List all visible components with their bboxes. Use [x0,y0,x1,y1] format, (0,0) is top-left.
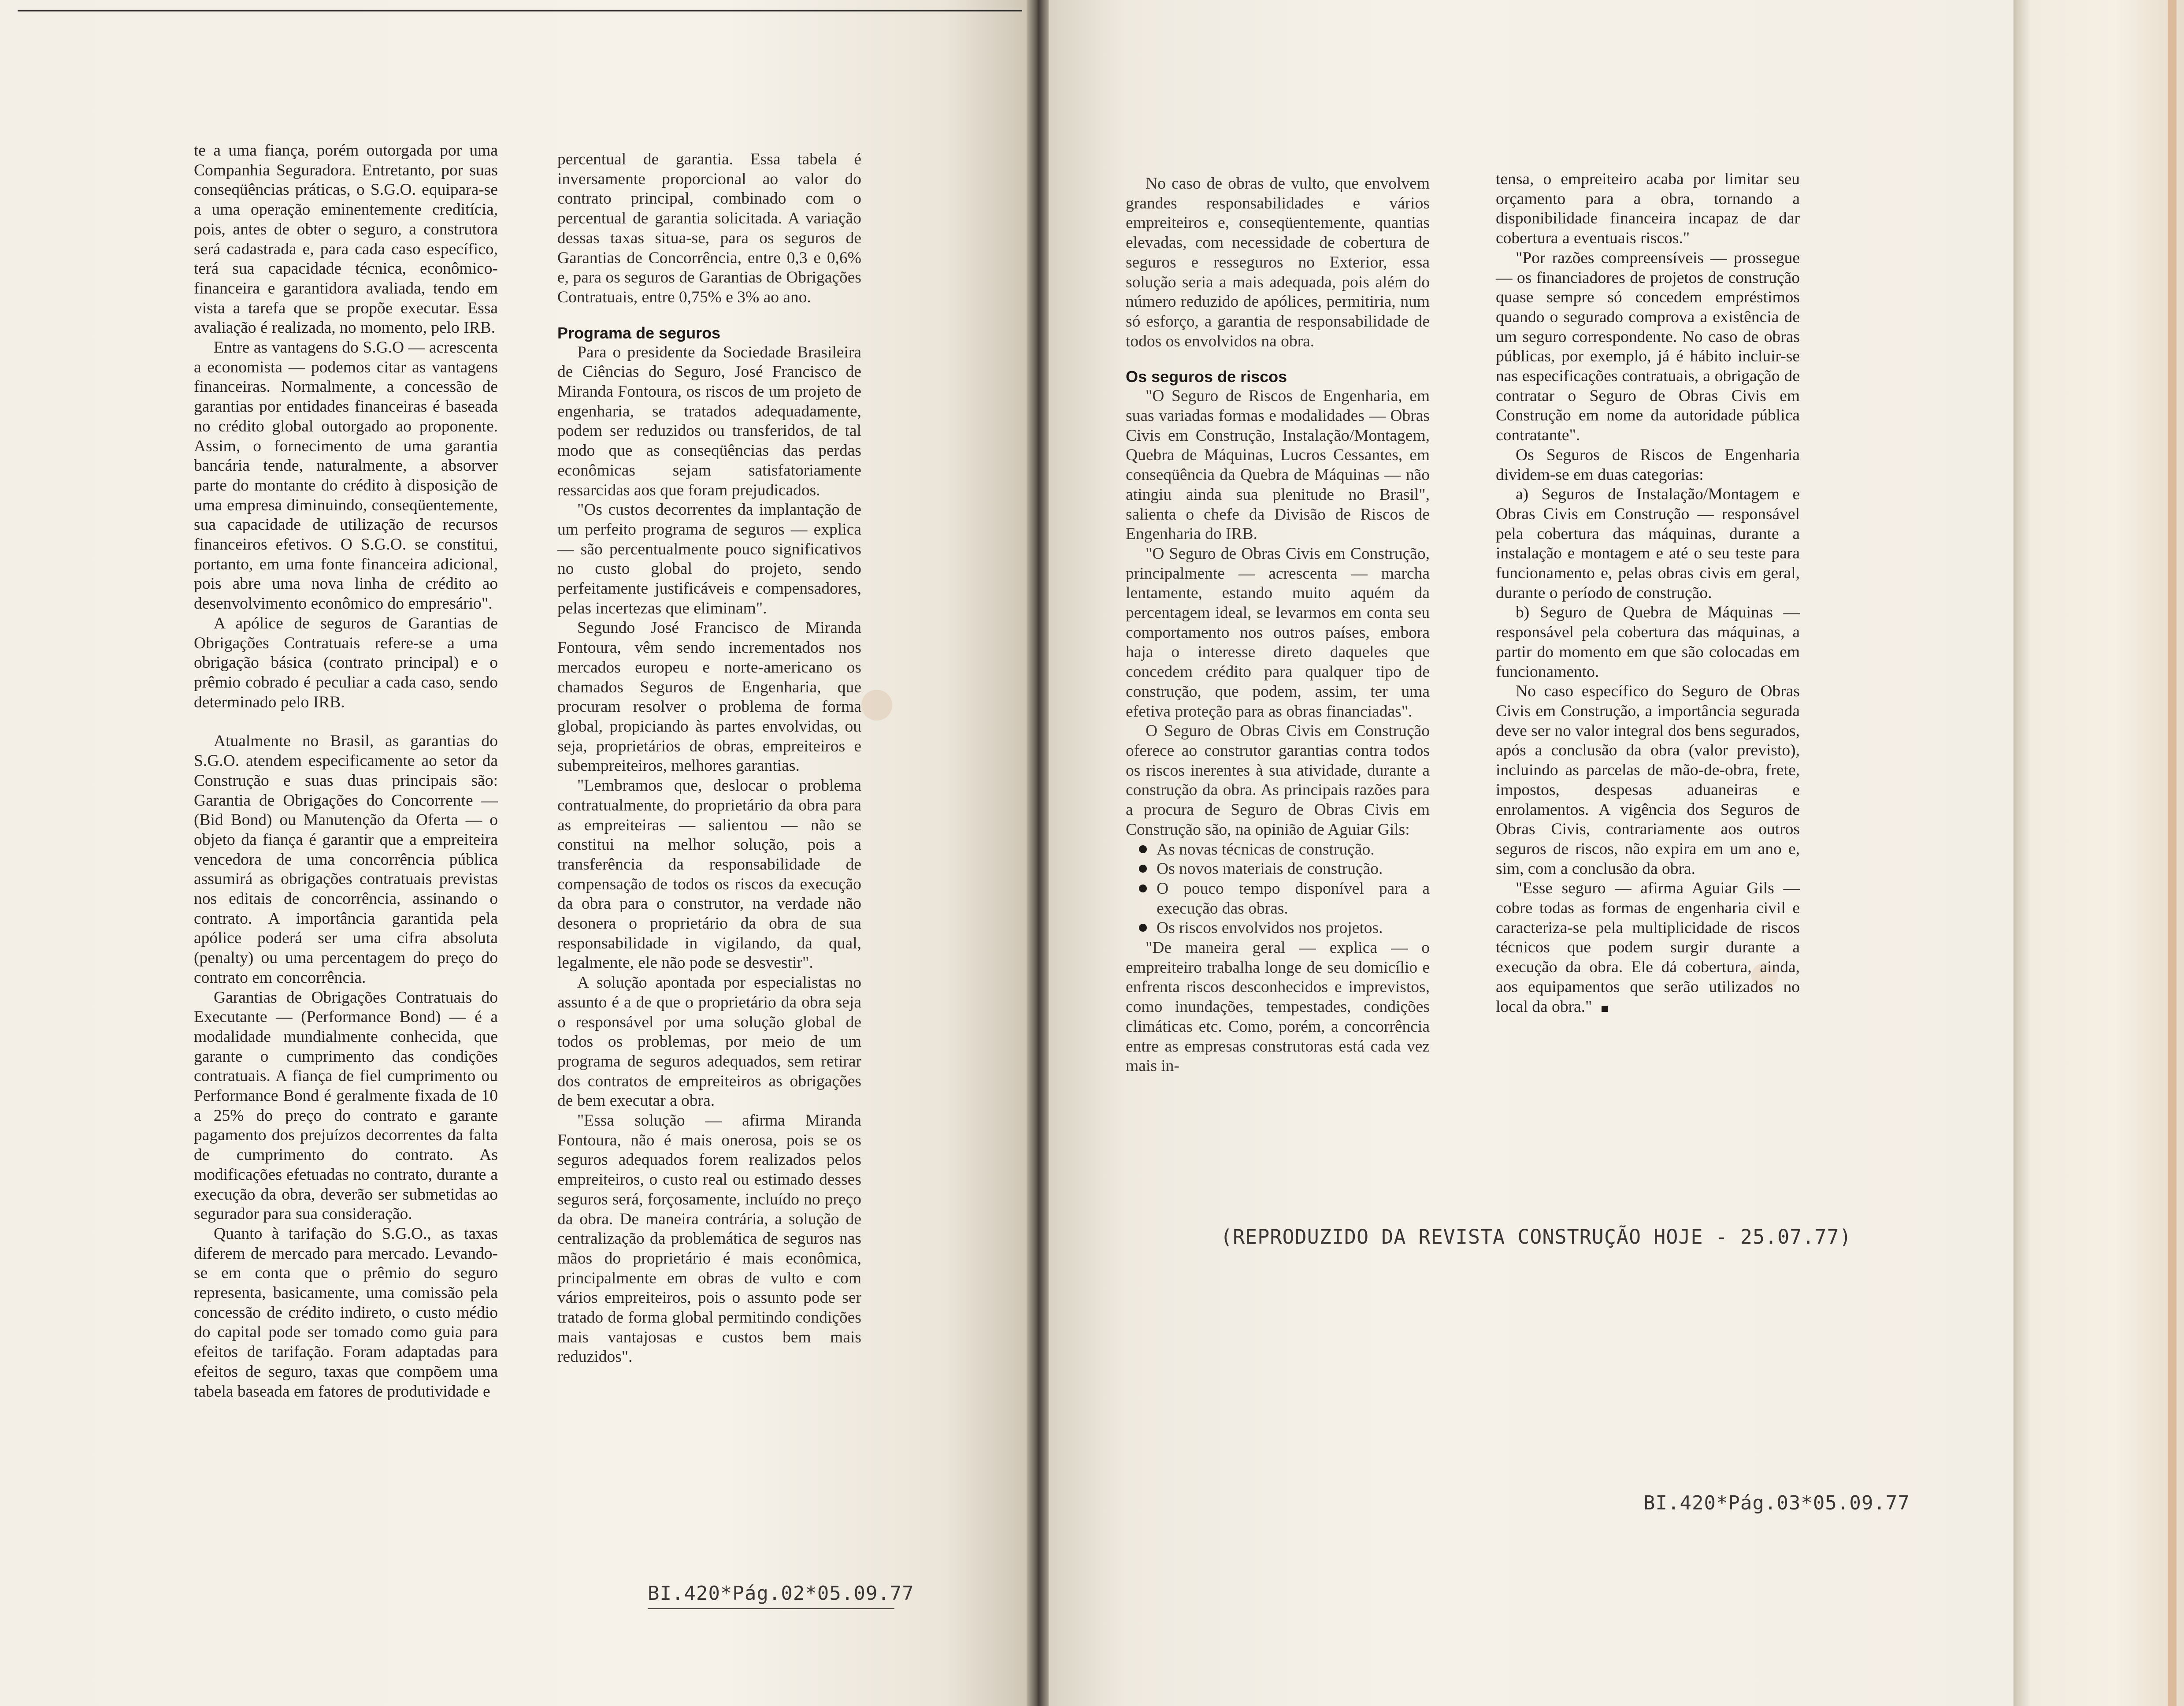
page-edge [2013,0,2184,1706]
paragraph: b) Seguro de Quebra de Máquinas — responsável pela cobertura das máquinas, a partir do momento em que são colocadas em funcionamento. [1496,603,1800,681]
footer-underline [648,1608,894,1609]
paragraph: A solução apontada por especialistas no assunto é a de que o proprietário da obra seja o responsável por uma solução global de todos os problemas, por meio de um programa de seguros adequados, sem retirar dos contratos de empreiteiros as obrigações de bem executar a obra. [557,974,861,1110]
bullet-icon [1139,885,1147,892]
paragraph: Para o presidente da Sociedade Brasileira de Ciências do Seguro, José Francisco de Miranda Fontoura, os riscos de um projeto de engenharia, se tratados adequadamente, podem ser reduzidos ou transferidos, de tal modo que as conseqüências das perdas econômicas sejam satisfatoriamente ressarcidas aos que foram prejudicados. [557,343,861,499]
list-item [1126,859,1430,879]
book-gutter [1027,0,1049,1706]
paragraph: "Lembramos que, deslocar o problema contratualmente, do proprietário da obra para as empreiteiras — salientou — não se constitui na melhor solução, pois a transferência da responsabilidade de compensação de todos os riscos da execução da obra para o construtor, na verdade não desonera o proprietário da obra de sua responsabilidade in vigilando, da qual, legalmente, ele não pode se desvestir". [557,777,861,972]
paragraph: No caso de obras de vulto, que envolvem grandes responsabilidades e vários empreiteiros e, conseqüentemente, quantias elevadas, com necessidade de cobertura de seguros e resseguros no Exterior, essa solução seria a mais adequada, pois além do número reduzido de apólices, permitiria, num só esforço, a garantia de responsabilidade de todos os envolvidos na obra. [1126,175,1430,350]
end-of-article-icon [1602,1006,1608,1012]
page-footer-right: BI.420*Pág.03*05.09.77 [1643,1492,1910,1514]
list-item [1126,879,1430,918]
article-column-4 [1496,170,1800,1017]
paper-stain [861,690,892,721]
paragraph: "Essa solução — afirma Miranda Fontoura, não é mais onerosa, pois se os seguros adequados forem realizados pelos empreiteiros, o custo real ou estimado desses seguros será, forçosamente, incluído no preço da obra. De maneira contrária, a solução de centralização da problemática de seguros nas mãos do proprietário é mais econômica, principalmente em obras de vulto e com vários empreiteiros, pois o assunto pode ser tratado de forma global permitindo condições mais vantajosas e custos bem mais reduzidos". [557,1111,861,1366]
top-rule [18,10,1022,11]
paragraph: No caso específico do Seguro de Obras Civis em Construção, a importância segurada deve ser no valor integral dos bens segurados, após a conclusão da obra (valor previsto), incluindo as parcelas de mão-de-obra, frete, impostos, despesas aduaneiras e enrolamentos. A vigência dos Seguros de Obras Civis, contrariamente aos outros seguros de riscos, não expira em um ano e, sim, com a conclusão da obra. [1496,682,1800,878]
paragraph: a) Seguros de Instalação/Montagem e Obras Civis em Construção — responsável pela cobertura das máquinas, durante a instalação e montagem e até o seu teste para funcionamento e, pelas obras civis em geral, durante o período de construção. [1496,485,1800,602]
list-item-text: O pouco tempo disponível para a execução das obras. [1157,879,1430,918]
page-footer-left: BI.420*Pág.02*05.09.77 [648,1582,914,1605]
paragraph: A apólice de seguros de Garantias de Obrigações Contratuais refere-se a uma obrigação básica (contrato principal) e o prêmio cobrado é peculiar a cada caso, sendo determinado pelo IRB. [194,614,498,711]
edge-stripe [2168,0,2177,1706]
paragraph: Entre as vantagens do S.G.O — acrescenta a economista — podemos citar as vantagens financeiras. Normalmente, a concessão de garantias por entidades financeiras é baseada no crédito global outorgado ao proponente. Assim, o fornecimento de uma garantia bancária tende, naturalmente, a absorver parte do montante do crédito à disposição de uma empresa diminuindo, conseqüentemente, sua capacidade de utilização de recursos financeiros efetivos. O S.G.O. se constitui, portanto, em uma fonte financeira adicional, pois abre uma nova linha de crédito ao desenvolvimento econômico do empresário". [194,338,498,613]
article-column-2 [557,150,861,1367]
bullet-list [1126,840,1430,939]
paragraph: O Seguro de Obras Civis em Construção oferece ao construtor garantias contra todos os riscos inerentes à sua atividade, durante a construção da obra. As principais razões para a procura de Seguro de Obras Civis em Construção são, na opinião de Aguiar Gils: [1126,722,1430,839]
paragraph-last [1496,879,1800,1017]
paragraph: Segundo José Francisco de Miranda Fontoura, vêm sendo incrementados nos mercados europeu e norte-americano os chamados Seguros de Engenharia, que procuram resolver o problema de forma global, propiciando às partes envolvidas, ou seja, proprietários de obras, empreiteiros e subempreiteiros, melhores garantias. [557,619,861,775]
paragraph: "Por razões compreensíveis — prossegue — os financiadores de projetos de construção quase sempre só concedem empréstimos quando o segurado comprova a existência de um seguro correspondente. No caso de obras públicas, por exemplo, já é hábito incluir-se nas especificações contratuais, a obrigação de contratar o Seguro de Obras Civis em Construção em nome da autoridade pública contratante". [1496,249,1800,445]
paragraph: "De maneira geral — explica — o empreiteiro trabalha longe de seu domicílio e enfrenta riscos desconhecidos e imprevistos, como inundações, tempestades, condições climáticas etc. Como, porém, a concorrência entre as empresas construtoras está cada vez mais in- [1126,939,1430,1075]
paragraph: te a uma fiança, porém outorgada por uma Companhia Seguradora. Entretanto, por suas conseqüências práticas, o S.G.O. equipara-se a uma operação eminentemente creditícia, pois, antes de obter o seguro, a construtora será cadastrada e, para cada caso específico, terá sua capacidade técnica, econômico-financeira e garantidora avaliada, tendo em vista a tarefa que se propõe executar. Essa avaliação é realizada, no momento, pelo IRB. [194,141,498,337]
list-item-text: Os novos materiais de construção. [1157,860,1383,878]
list-item-text: As novas técnicas de construção. [1157,840,1375,859]
paragraph: tensa, o empreiteiro acaba por limitar seu orçamento para a obra, tornando a disponibilidade financeira incapaz de dar cobertura a eventuais riscos." [1496,170,1800,248]
paragraph: Garantias de Obrigações Contratuais do Executante — (Performance Bond) — é a modalidade mundialmente conhecida, que garante o cumprimento das condições contratuais. A fiança de fiel cumprimento ou Performance Bond é geralmente fixada de 10 a 25% do preço do contrato e garante pagamento dos prejuízos decorrentes da falta de cumprimento do contrato. As modificações efetuadas no contrato, durante a execução da obra, deverão ser submetidas ao segurador para sua consideração. [194,988,498,1223]
bullet-icon [1139,845,1147,853]
bullet-icon [1139,924,1147,932]
article-column-1 [194,141,498,1401]
paragraph: "Esse seguro — afirma Aguiar Gils — cobre todas as formas de engenharia civil e caracteriza-se pela multiplicidade de riscos técnicos que podem surgir durante a execução da obra. Ele dá cobertura, ainda, aos equipamentos que serão utilizados no local da obra." [1496,879,1800,1016]
left-page [0,0,1027,1706]
article-column-3 [1126,174,1430,1076]
paragraph: "O Seguro de Riscos de Engenharia, em suas variadas formas e modalidades — Obras Civis em Construção, Instalação/Montagem, Quebra de Máquinas, Lucros Cessantes, em conseqüência da Quebra de Máquinas — não atingiu ainda sua plenitude no Brasil", salienta o chefe da Divisão de Riscos de Engenharia do IRB. [1126,387,1430,543]
section-heading: Os seguros de riscos [1126,368,1287,386]
paragraph: Quanto à tarifação do S.G.O., as taxas diferem de mercado para mercado. Levando-se em conta que o prêmio do seguro representa, basicamente, uma comissão pela concessão de crédito indireto, o custo médio do capital pode ser tomado como guia para efeitos de tarifação. Foram adaptadas para efeitos de seguro, taxas que compõem uma tabela baseada em fatores de produtividade e [194,1224,498,1401]
paragraph: "O Seguro de Obras Civis em Construção, principalmente — acrescenta — marcha lentamente, estando muito aquém da percentagem ideal, se levarmos em conta seu comportamento nos outros países, embora haja o interesse direto daqueles que concedem crédito para qualquer tipo de construção, que podem, assim, ter uma efetiva proteção para as obras financiadas". [1126,544,1430,721]
list-item-text: Os riscos envolvidos nos projetos. [1157,919,1383,937]
list-item [1126,918,1430,938]
bullet-icon [1139,865,1147,873]
paragraph: "Os custos decorrentes da implantação de um perfeito programa de seguros — explica — são percentualmente pouco significativos no custo global do projeto, sendo perfeitamente justificáveis e compensadores, pelas incertezas que eliminam". [557,501,861,617]
list-item [1126,840,1430,860]
paragraph: Atualmente no Brasil, as garantias do S.G.O. atendem especificamente ao setor da Construção e suas duas principais são: Garantia de Obrigações do Concorrente — (Bid Bond) ou Manutenção da Oferta — o objeto da fiança é garantir que a empreiteira vencedora de uma concorrência pública assumirá as obrigações contratuais previstas nos editais de concorrência, assinando o contrato. A importância garantida pela apólice poderá ser uma cifra absoluta (penalty) ou uma percentagem do preço do contrato em concorrência. [194,732,498,987]
paragraph: Os Seguros de Riscos de Engenharia dividem-se em duas categorias: [1496,446,1800,484]
paragraph: percentual de garantia. Essa tabela é inversamente proporcional ao valor do contrato principal, combinado com o percentual de garantia solicitada. A variação dessas taxas situa-se, para os seguros de Garantias de Concorrência, entre 0,3 e 0,6% e, para os seguros de Garantias de Obrigações Contratuais, entre 0,75% e 3% ao ano. [557,150,861,306]
source-note: (REPRODUZIDO DA REVISTA CONSTRUÇÃO HOJE - 25.07.77) [1220,1225,1852,1249]
section-heading: Programa de seguros [557,323,721,342]
